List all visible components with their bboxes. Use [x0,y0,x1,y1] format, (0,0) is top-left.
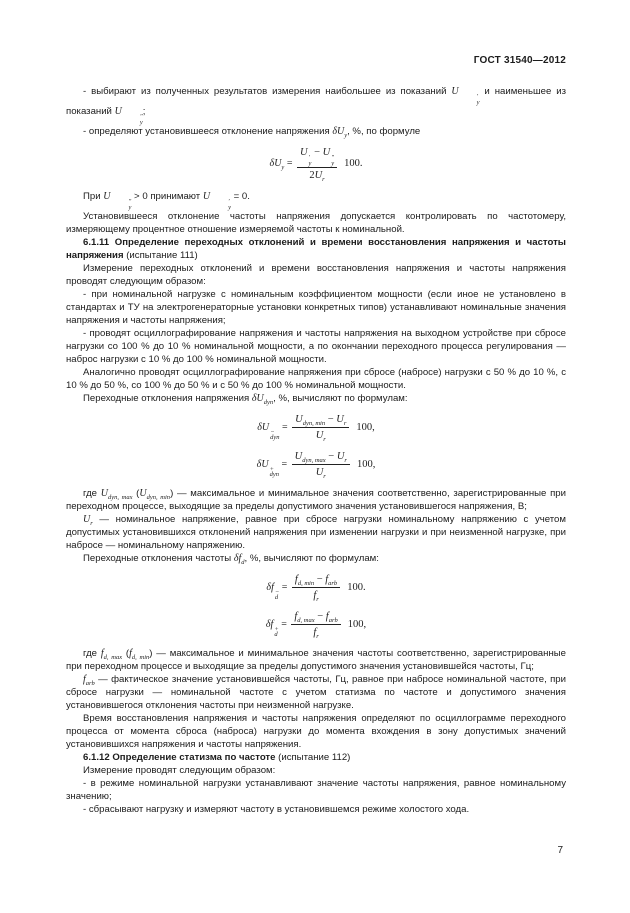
list-item-nominal-load: - при номинальной нагрузке с номинальным коэффициентом мощности (если иное не установлено в стандартах и ТУ на электрогенераторные установки конкретных типов) устанавливают номинальные значения напряжения и частоты напряжения; [66,289,566,326]
text-run: , %, вычисляют по формулам: [273,393,408,404]
page-number: 7 [557,845,563,856]
math-u-doubleprime-y: U ″ y [103,191,132,211]
section-heading-6-1-11 [66,236,566,262]
paragraph-transient-frequency-intro [66,552,566,565]
text-run: где [83,488,101,499]
list-item-steady-deviation [66,125,566,138]
text-run: — номинальное напряжение, равное при сбросе нагрузки номинальному напряжению с учетом допустимых установившихся отклонений напряжения при изменении нагрузки и при неизменной нагрузке, при набросе — номинальному напряжению. [66,514,566,551]
math-f-d-max: $f_{d, max}$ [100,648,123,661]
formula-lhs: $\delta U_y$ = [269,158,295,172]
text-run: Переходные отклонения напряжения [83,393,252,404]
paragraph-f-arb-definition [66,673,566,712]
paragraph-frequency-control: Установившееся отклонение частоты напряжения допускается контролировать по частотомеру, измеряющему процентное отношение измеряемой частоты к номинальной. [66,211,566,235]
text-run: — фактическое значение установившейся частоты, Гц, равное при набросе номинальной частоте, при сбросе нагрузки — номинальной частоте с учетом статизма по частоте и допустимого значения установившегося отклонения частоты при неизменной нагрузке. [66,674,566,711]
math-f-d-min: $f_{d, min}$ [129,648,150,661]
fraction-denominator: $U_r$ [315,430,326,444]
text-run: = 0. [230,191,250,202]
math-u-r: $U_r$ [83,514,93,527]
fraction-numerator: $U_{dyn, min} - U_r$ [292,413,349,428]
list-item-oscillography: - проводят осциллографирование напряжения и частоты напряжения на выходном устройстве при сбросе нагрузки со 100 % до 10 % номинальной мощности, а по окончании переходного процесса регулирования — наброс нагрузки с 10 % до 100 % номинальной мощности. [66,328,566,365]
text-run: где [83,648,101,659]
formula-multiplier: 100, [356,458,376,470]
formula-multiplier: 100. [344,158,363,170]
math-u-prime-y: U ′ y [202,191,231,211]
formula-delta-u-dyn-minus [66,413,566,442]
formula-lhs: δf − d = [266,581,290,602]
heading-bold-text: 6.1.12 Определение статизма по частоте [83,752,279,763]
document-body [66,85,566,816]
fraction [292,450,350,479]
paragraph-measurement-procedure-2: Измерение проводят следующим образом: [83,765,276,776]
math-delta-u-y: $\delta U_y$ [332,126,348,139]
paragraph-measurement-procedure: Измерение переходных отклонений и времени восстановления напряжения и частоты напряжения проводят следующим образом: [66,263,566,287]
fraction-denominator: $f_r$ [313,627,319,641]
text-run: Переходные отклонения частоты [83,553,234,564]
math-u-dyn-min: $U_{dyn, min}$ [139,488,171,501]
formula-lhs: δU + dyn = [256,458,290,479]
text-run: ; [142,106,146,117]
heading-test-number: (испытание 111) [126,250,198,261]
formula-multiplier: 100. [347,581,366,593]
math-delta-u-dyn: $\delta U_{dyn}$ [251,393,274,406]
math-u-prime-y: U ′ y [451,86,480,106]
fraction-numerator: $f_{d, min} - f_{arb}$ [292,573,340,588]
text-run: - определяют установившееся отклонение напряжения [83,126,333,137]
formula-lhs: δf + d = [265,618,290,639]
text-run: ) — максимальное и минимальное значения соответственно, зарегистрированные при переходном процессе, выходящие за пределы допустимого значения установившегося напряжения, В; [66,488,566,512]
doc-number-header: ГОСТ 31540—2012 [473,55,566,66]
fraction [291,610,340,639]
heading-test-number: (испытание 112) [278,752,351,763]
heading-bold-text: 6.1.11 Определение переходных отклонений и времени восстановления напряжения и частоты напряжения [66,237,566,261]
list-item-drop-load: - сбрасывают нагрузку и измеряют частоту в установившемся режиме холостого хода. [83,804,470,815]
list-item-nominal-frequency: - в режиме номинальной нагрузки устанавливают значение частоты напряжения, равное номинальному значению; [66,778,566,802]
fraction-numerator: U ′ y − U ″ y [297,146,337,168]
fraction-denominator: $f_r$ [313,590,319,604]
paragraph-u-r-definition [66,513,566,552]
text-run: и наименьшее из показаний [66,86,567,117]
formula-multiplier: 100, [356,421,375,433]
text-run: ) — максимальное и минимальное значения частоты соответственно, зарегистрированные при переходном процессе и выходящие за пределы допустимого значения установившейся частоты, Гц; [66,648,566,672]
formula-steady-voltage-deviation [66,146,566,182]
math-u-dyn-max: $U_{dyn, max}$ [100,488,133,501]
fraction [292,573,340,602]
paragraph-analogous-oscillography: Аналогично проводят осциллографирование напряжения при сбросе (набросе) нагрузки с 50 % до 10 %, с 10 % до 50 %, со 100 % до 50 % и с 50 % до 100 % номинальной мощности. [66,367,566,391]
fraction-denominator: $U_r$ [315,467,326,481]
paragraph-transient-voltage-intro [66,392,566,405]
paragraph-condition [66,190,566,210]
paragraph-recovery-time: Время восстановления напряжения и частоты напряжения определяют по осциллограмме переходного процесса от момента сброса (наброса) нагрузки до момента вхождения в зону допустимых значений установившихся напряжения и частоты напряжения. [66,713,566,750]
formula-delta-f-d-plus [66,610,566,639]
text-run: > 0 принимают [131,191,203,202]
math-u-doubleprime-y: U ″ y [114,106,143,126]
list-item-select-readings [66,85,566,125]
fraction [292,413,349,442]
formula-delta-u-dyn-plus [66,450,566,479]
text-run: , %, вычисляют по формулам: [244,553,379,564]
fraction-numerator: $U_{dyn, max} - U_r$ [292,450,350,465]
paragraph-where-u-dyn [66,487,566,513]
text-run: - выбирают из полученных результатов измерения наибольшее из показаний [83,86,452,97]
fraction-numerator: $f_{d, max} - f_{arb}$ [291,610,340,625]
text-run: ( [132,488,140,499]
formula-multiplier: 100, [347,618,367,630]
section-heading-6-1-12 [66,751,566,764]
formula-lhs: δU − dyn = [257,421,291,442]
fraction-denominator: $2U_r$ [309,170,325,184]
math-f-arb: $f_{arb}$ [83,674,95,687]
paragraph-where-f-d [66,647,566,673]
text-run: При [83,191,104,202]
formula-delta-f-d-minus [66,573,566,602]
fraction [297,146,337,182]
text-run: , %, по формуле [347,126,421,137]
text-run: ( [122,648,130,659]
math-delta-f-d: $\delta f_d$ [233,553,245,566]
